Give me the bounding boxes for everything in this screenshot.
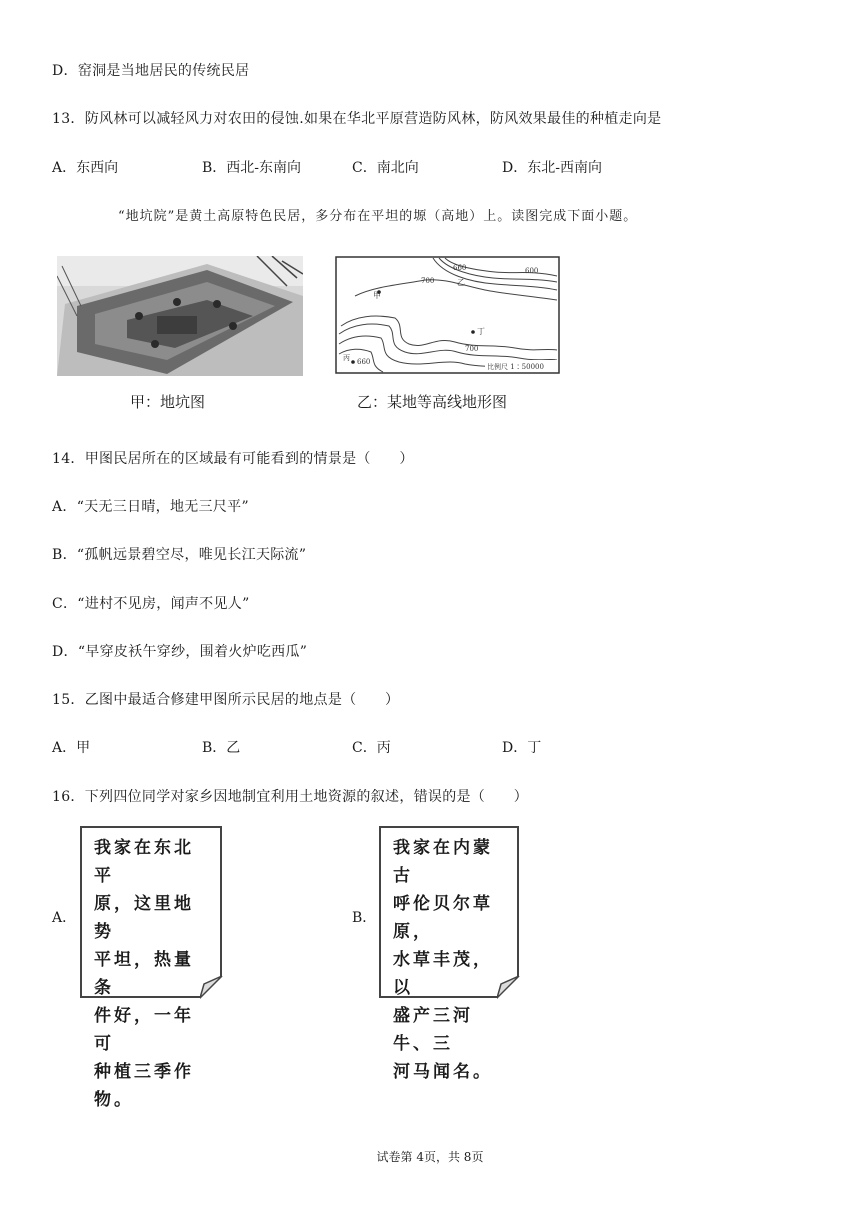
map-label-700-top: 700 xyxy=(421,277,435,285)
figure-jia-pit-photo xyxy=(57,256,303,376)
question-14-stem: 14．甲图民居所在的区域最有可能看到的情景是（ ） xyxy=(52,451,414,467)
question-16-stem: 16．下列四位同学对家乡因地制宜利用土地资源的叙述，错误的是（ ） xyxy=(52,789,529,805)
map-label-jia: 甲 xyxy=(373,291,381,300)
figure-yi-caption: 乙：某地等高线地形图 xyxy=(357,393,508,411)
q15-option-a[interactable]: A．甲 xyxy=(52,740,91,756)
q13-option-a[interactable]: A．东西向 xyxy=(52,160,119,176)
pit-dwelling-illustration xyxy=(57,256,303,376)
map-label-ding: 丁 xyxy=(477,327,485,336)
q16-option-a-note[interactable]: 我家在东北平 原，这里地势 平坦，热量条 件好，一年可 种植三季作 物。 xyxy=(80,826,222,998)
question-13-stem: 13．防风林可以减轻风力对农田的侵蚀.如果在华北平原营造防风林，防风效果最佳的种植走向是 xyxy=(52,111,662,127)
question-15-stem: 15．乙图中最适合修建甲图所示民居的地点是（ ） xyxy=(52,692,400,708)
map-label-660-top: 660 xyxy=(453,264,467,272)
map-label-660-bottom: 660 xyxy=(357,358,371,366)
q14-option-b[interactable]: B．“孤帆远景碧空尽，唯见长江天际流” xyxy=(52,547,307,563)
q16-option-a-label[interactable]: A． xyxy=(52,910,77,926)
figure-yi-contour-map xyxy=(335,256,560,374)
contour-map-illustration xyxy=(335,256,560,374)
q14-option-a[interactable]: A．“天无三日晴，地无三尺平” xyxy=(52,499,249,515)
q13-option-b[interactable]: B．西北-东南向 xyxy=(202,160,302,176)
material-intro: “地坑院”是黄土高原特色民居，多分布在平坦的塬（高地）上。读图完成下面小题。 xyxy=(118,209,638,224)
q15-option-d[interactable]: D．丁 xyxy=(502,740,542,756)
q15-option-b[interactable]: B．乙 xyxy=(202,740,241,756)
page-curl-icon xyxy=(200,976,224,1000)
q16-option-b-label[interactable]: B． xyxy=(352,910,377,926)
page-footer: 试卷第 4页，共 8页 xyxy=(376,1150,484,1164)
map-label-bing: 丙 xyxy=(343,354,350,362)
previous-option-d: D．窑洞是当地居民的传统民居 xyxy=(52,63,250,79)
q13-option-d[interactable]: D．东北-西南向 xyxy=(502,160,602,176)
figure-jia-caption: 甲：地坑图 xyxy=(130,393,206,411)
page-curl-icon xyxy=(497,976,521,1000)
map-label-600: 600 xyxy=(525,267,539,275)
map-label-700-bottom: 700 xyxy=(465,345,479,353)
map-label-yi: 乙 xyxy=(457,278,465,287)
q16-option-b-note[interactable]: 我家在内蒙古 呼伦贝尔草原， 水草丰茂，以 盛产三河牛、三 河马闻名。 xyxy=(379,826,519,998)
q14-option-c[interactable]: C．“进村不见房，闻声不见人” xyxy=(52,596,250,612)
q13-option-c[interactable]: C．南北向 xyxy=(352,160,419,176)
q14-option-d[interactable]: D．“早穿皮袄午穿纱，围着火炉吃西瓜” xyxy=(52,644,308,660)
q15-option-c[interactable]: C．丙 xyxy=(352,740,391,756)
map-scale: 比例尺 1∶50000 xyxy=(487,363,544,371)
